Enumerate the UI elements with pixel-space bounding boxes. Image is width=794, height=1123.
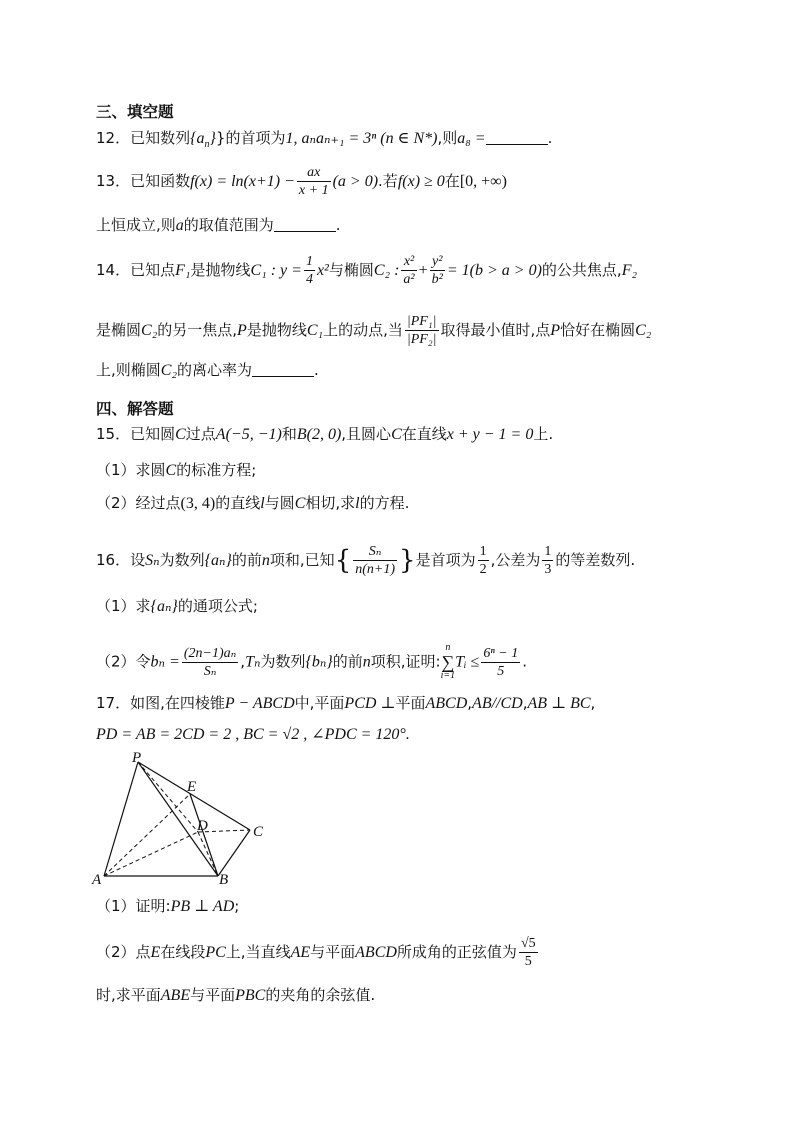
text: （1）求 [96, 597, 151, 615]
math: ABE [160, 987, 191, 1004]
label-D: D [197, 818, 208, 834]
math: B(2, 0) [296, 426, 342, 443]
text: 的取值范围为 [183, 216, 274, 234]
math: x² [316, 262, 329, 279]
math: {bₙ} [305, 653, 333, 671]
label-C: C [253, 824, 264, 840]
question-16-part2 [96, 643, 527, 681]
math: = 1(b > a > 0) [446, 262, 542, 279]
text: 已知点 [130, 261, 176, 279]
fraction: $\frac{\text{y²}}{\text{b²}}$ [431, 254, 443, 287]
text: 所成角的正弦值为 [396, 943, 517, 961]
text: 的标准方程; [176, 461, 257, 479]
text: 在线段 [160, 943, 206, 961]
text: . [335, 216, 341, 234]
math: AB//CD [472, 695, 523, 712]
question-number: 13． [96, 172, 131, 190]
fraction: $\frac{1}{3}$ [544, 544, 552, 577]
text: ; [234, 897, 240, 915]
math: n [261, 552, 270, 569]
text: 取得最小值时,点 [440, 321, 551, 339]
text: 是首项为 [415, 551, 476, 569]
text: 相切,求 [305, 494, 356, 512]
math: F₁ [175, 262, 191, 279]
pyramid-figure [90, 750, 280, 895]
math: F₂ [621, 262, 638, 279]
math: $\{a_n\}$ [190, 130, 216, 151]
text: 和 [281, 425, 297, 443]
question-number: 15． [96, 425, 131, 443]
math: ABCD [425, 695, 468, 712]
text: 项和,已知 [269, 551, 335, 569]
text: . [522, 652, 527, 671]
text: 设 [130, 551, 146, 569]
text: 是椭圆 [96, 321, 142, 339]
text: 上的动点,当 [323, 321, 403, 339]
text: 的等差数列. [555, 551, 636, 569]
text: 的通项公式; [177, 597, 258, 615]
math: (3, 4) [180, 495, 216, 512]
fraction: $\frac{1}{4}$ [305, 254, 313, 287]
math: C [175, 426, 186, 443]
text: 的直线 [215, 494, 261, 512]
text: 过点 [185, 425, 216, 443]
text: 为数列 [159, 551, 205, 569]
answer-blank[interactable] [486, 130, 548, 145]
fraction: $\frac{√5}{5}$ [520, 936, 536, 969]
math: Tₙ [245, 653, 261, 671]
answer-blank[interactable] [252, 362, 314, 377]
fraction: $\frac{\text{6ⁿ − 1}}{5}$ [483, 645, 519, 679]
text: 与平面 [310, 943, 356, 961]
answer-blank[interactable] [274, 217, 336, 232]
math: PCD ⊥ [344, 695, 396, 712]
question-15-part1 [96, 459, 256, 482]
math: P [550, 322, 561, 339]
label-P: P [132, 750, 142, 766]
edge-EB [190, 794, 218, 876]
fraction: $\frac{\text{x²}}{\text{a²}}$ [403, 254, 415, 287]
text: （1）求圆 [96, 461, 166, 479]
text: 是抛物线 [190, 261, 251, 279]
label-E: E [187, 779, 197, 795]
math: {aₙ} [150, 598, 178, 615]
math: {aₙ} [204, 552, 232, 569]
text: 的离心率为 [177, 361, 253, 379]
text: 已知函数 [130, 172, 191, 190]
text: 上恒成立,则 [96, 216, 176, 234]
text: 已知圆 [130, 425, 176, 443]
math: bₙ = [150, 653, 180, 671]
question-17-part1 [96, 895, 239, 918]
math: C [294, 495, 306, 512]
math: n [362, 653, 371, 671]
text: 恰好在椭圆 [560, 321, 636, 339]
edge-AD [104, 832, 198, 876]
text: 上,当直线 [225, 943, 291, 961]
text: 的前 [231, 551, 262, 569]
text: 是抛物线 [246, 321, 307, 339]
question-15-part2 [96, 492, 409, 515]
section-heading-answer: 四、解答题 [96, 400, 174, 418]
question-16-part1 [96, 595, 258, 618]
brace-right: } [399, 545, 416, 576]
text: 时,求平面 [96, 986, 161, 1004]
text: 与平面 [190, 986, 236, 1004]
text: ,公差为 [490, 551, 541, 569]
text: .若 [378, 172, 398, 190]
text: （1）证明: [96, 897, 171, 915]
question-number: 17． [96, 694, 131, 712]
math: C₁ : y = [250, 262, 302, 279]
text: 在 [444, 172, 460, 190]
text: , [590, 694, 596, 712]
text: 在直线 [401, 425, 447, 443]
text: 的公共焦点, [541, 261, 622, 279]
math: P [237, 322, 247, 339]
question-13 [96, 164, 507, 199]
math: l [355, 495, 360, 512]
text: ,则 [437, 129, 458, 147]
question-17-line3 [96, 984, 375, 1007]
math: (a > 0) [332, 173, 379, 190]
text: , [522, 694, 528, 712]
math: C₂ [635, 322, 652, 339]
text: 的方程. [359, 494, 410, 512]
math: f(x) ≥ 0 [397, 173, 445, 190]
text: 与圆 [264, 494, 295, 512]
math: x + y − 1 = 0 [446, 426, 534, 443]
question-number: 14． [96, 261, 131, 279]
math: C₂ : [373, 262, 400, 279]
text: 上,则椭圆 [96, 361, 161, 379]
question-number: 16． [96, 551, 131, 569]
edge-PD [138, 762, 198, 832]
summation: n ∑ i=1 [440, 642, 456, 681]
math: E [150, 944, 161, 961]
question-number: 12． [96, 129, 131, 147]
text: . [547, 129, 553, 147]
math: [0, +∞) [459, 173, 507, 190]
text: ,且圆心 [341, 425, 392, 443]
text: （2）令 [96, 652, 151, 671]
fraction: $\frac{\text{|PF₁|}}{\text{|PF₂|}}$ [406, 314, 437, 347]
section-heading-fill-in: 三、填空题 [96, 103, 174, 121]
math: C [165, 462, 177, 479]
text: （2）点 [96, 943, 151, 961]
text: 如图,在四棱锥 [130, 694, 225, 712]
edge-AE [104, 794, 190, 876]
math: C₁ [306, 322, 324, 339]
text: }的首项为 [215, 129, 286, 147]
math: C₂ [141, 322, 158, 339]
question-14-line3 [96, 359, 319, 382]
label-A: A [92, 872, 102, 888]
math: a₈ = [457, 130, 486, 147]
text: 的另一焦点, [157, 321, 238, 339]
math: C [391, 426, 402, 443]
fraction: $\frac{\text{(2n−1)aₙ}}{\text{Sₙ}}$ [183, 645, 237, 679]
question-13-line2 [96, 214, 341, 237]
text: , [240, 652, 246, 671]
text: , [467, 694, 473, 712]
text: 的夹角的余弦值. [265, 986, 376, 1004]
text: 项积,证明: [370, 652, 441, 671]
question-12 [96, 127, 552, 156]
math: C₂ [160, 362, 178, 379]
text: 平面 [395, 694, 426, 712]
math: PC [205, 944, 226, 961]
math: Tᵢ ≤ [455, 653, 480, 671]
text: 为数列 [260, 652, 306, 671]
text: （2）经过点 [96, 494, 181, 512]
text: 中,平面 [294, 694, 345, 712]
math: P − ABCD [224, 695, 295, 712]
question-16 [96, 543, 635, 578]
text: 与椭圆 [328, 261, 374, 279]
fraction: $\frac{ax}{x + 1}$ [298, 165, 329, 198]
math: AB ⊥ BC [527, 695, 591, 712]
math: a [175, 217, 184, 234]
math: l [260, 495, 265, 512]
math: f(x) = ln(x+1) − [190, 173, 295, 190]
question-14 [96, 253, 637, 288]
fraction: $\frac{1}{2}$ [479, 544, 487, 577]
question-17-part2 [96, 935, 540, 970]
math: + [418, 262, 428, 279]
question-17 [96, 692, 595, 715]
math: ABCD [355, 944, 397, 961]
math: PB ⊥ AD [170, 898, 235, 915]
text: . [314, 361, 319, 379]
edge-BC [218, 830, 250, 876]
text: 已知数列 [130, 129, 191, 147]
fraction: $\frac{\text{Sₙ}}{n(n+1)}$ [355, 544, 396, 577]
math: AE [290, 944, 311, 961]
edge-DB [198, 832, 218, 876]
question-17-line2: PD = AB = 2CD = 2 , BC = √2 , ∠PDC = 120°. [96, 726, 410, 743]
question-15 [96, 423, 553, 446]
text: 上. [533, 425, 554, 443]
math: A(−5, −1) [215, 426, 282, 443]
text: 的前 [332, 652, 363, 671]
math: 1, aₙaₙ₊₁ = 3ⁿ (n ∈ N*) [285, 130, 438, 147]
question-14-line2 [96, 313, 651, 348]
brace-left: { [334, 545, 352, 576]
edge-PC [138, 762, 250, 830]
math: PBC [235, 987, 266, 1004]
label-B: B [219, 872, 229, 888]
math: Sₙ [145, 552, 160, 569]
edge-PA [104, 762, 138, 876]
